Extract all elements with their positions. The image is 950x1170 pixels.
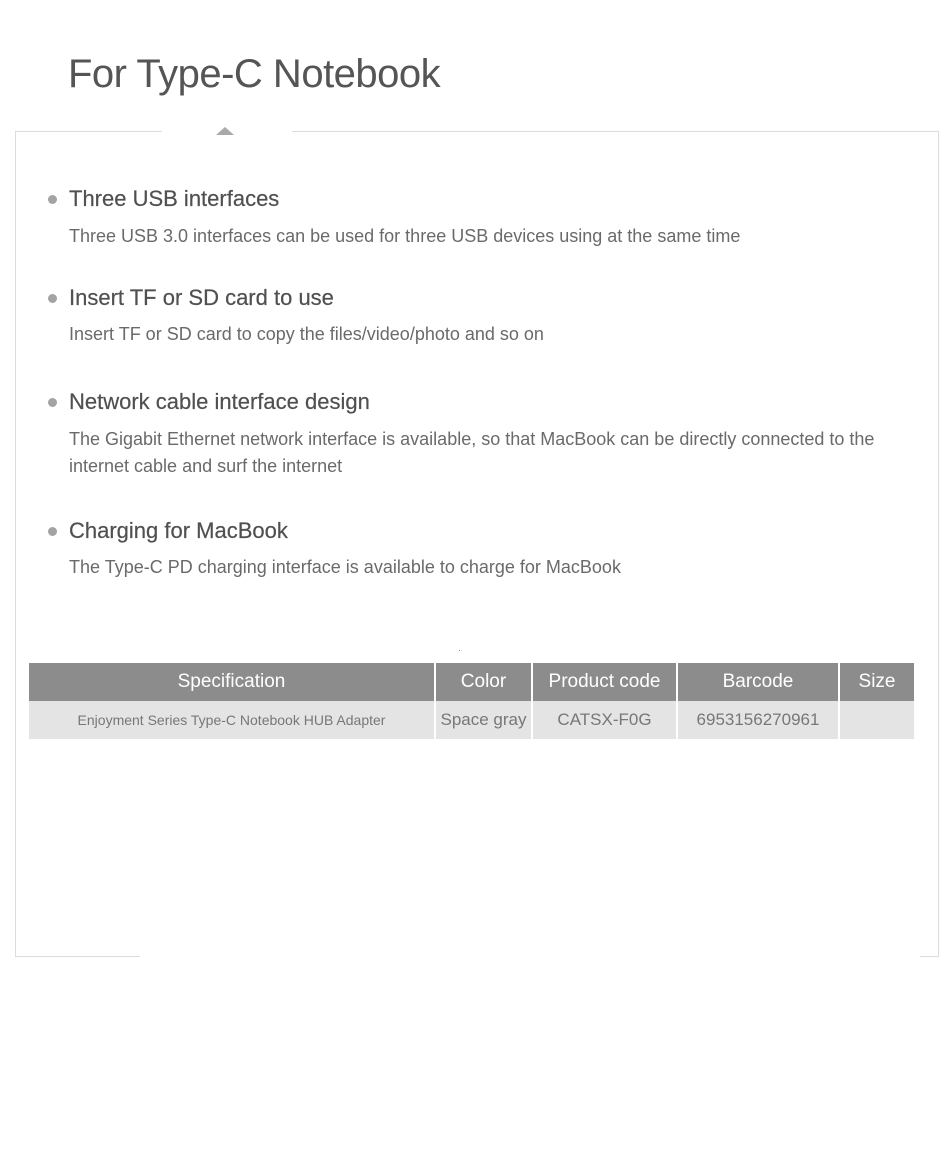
bullet-icon — [48, 398, 57, 407]
feature-title: Three USB interfaces — [69, 186, 280, 211]
bullet-icon — [48, 195, 57, 204]
column-header: Size — [839, 663, 914, 701]
feature-description: Three USB 3.0 interfaces can be used for three USB devices using at the same time — [69, 226, 741, 246]
feature-description: Insert TF or SD card to copy the files/video/photo and so on — [69, 324, 544, 344]
feature-description: The Type-C PD charging interface is available to charge for MacBook — [69, 557, 621, 577]
table-cell: 6953156270961 — [677, 701, 839, 739]
table-cell: Space gray — [435, 701, 532, 739]
caret-up-icon — [216, 127, 234, 135]
table-cell — [839, 701, 914, 739]
feature-title: Charging for MacBook — [69, 518, 288, 543]
column-header: Specification — [29, 663, 435, 701]
column-header: Product code — [532, 663, 677, 701]
content-frame — [15, 131, 939, 957]
stray-dot — [459, 650, 460, 651]
column-header: Barcode — [677, 663, 839, 701]
feature-title: Insert TF or SD card to use — [69, 285, 334, 310]
column-header: Color — [435, 663, 532, 701]
table-cell: Enjoyment Series Type-C Notebook HUB Adapter — [29, 701, 435, 739]
page-title: For Type-C Notebook — [68, 52, 441, 96]
frame-gap — [140, 953, 920, 963]
table-cell: CATSX-F0G — [532, 701, 677, 739]
table-row — [29, 701, 914, 739]
feature-title: Network cable interface design — [69, 389, 370, 414]
feature-description: The Gigabit Ethernet network interface is available, so that MacBook can be directly connected to the internet cable and surf the internet — [69, 429, 875, 476]
bullet-icon — [48, 294, 57, 303]
bullet-icon — [48, 527, 57, 536]
table-header-row — [29, 663, 914, 701]
spec-table — [29, 663, 914, 739]
